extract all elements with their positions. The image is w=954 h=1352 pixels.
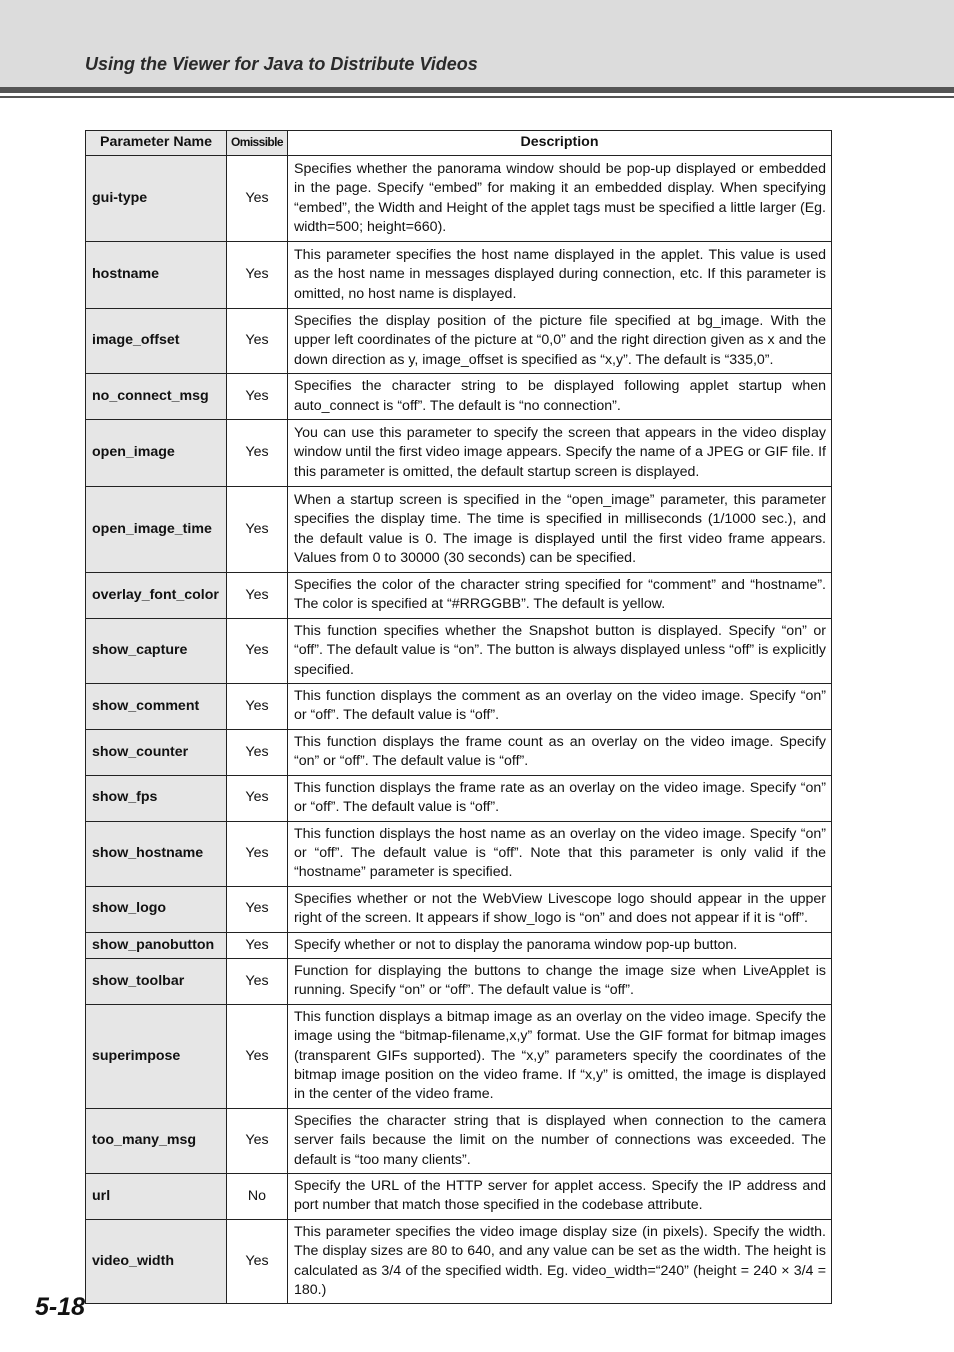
description-cell: This function displays the host name as an overlay on the video image. Specify “on” or “off”. The default value is “off”. Note that this parameter is only valid if the “hostname” parameter is specified. [288,821,832,886]
description-cell: Specifies whether or not the WebView Livescope logo should appear in the upper right of the screen. It appears if show_logo is “on” and does not appear if it is “off”. [288,886,832,932]
omissible-cell: Yes [227,958,288,1004]
table-row [86,729,832,775]
parameter-name-cell: gui-type [86,156,227,242]
omissible-cell: Yes [227,618,288,683]
omissible-cell: Yes [227,684,288,730]
parameter-name-cell: show_hostname [86,821,227,886]
parameter-name-cell: show_panobutton [86,932,227,958]
omissible-cell: Yes [227,156,288,242]
omissible-cell: Yes [227,775,288,821]
description-cell: This function specifies whether the Snapshot button is displayed. Specify “on” or “off”. The default value is “on”. The button is always displayed unless “off” is explicitly specified. [288,618,832,683]
description-cell: Specify whether or not to display the panorama window pop-up button. [288,932,832,958]
description-cell: Specifies the character string that is displayed when connection to the camera server fails because the limit on the number of connections was exceeded. The default is “too many clients”. [288,1108,832,1173]
table-header-row [86,131,832,156]
parameter-name-cell: show_comment [86,684,227,730]
table-row [86,1174,832,1220]
description-cell: When a startup screen is specified in the “open_image” parameter, this parameter specifies the display time. The time is specified in milliseconds (1/1000 sec.), and the default value is 0. The image is displayed until the first video frame appears. Values from 0 to 30000 (30 seconds) can be specified. [288,487,832,573]
description-cell: This function displays the comment as an overlay on the video image. Specify “on” or “off”. The default value is “off”. [288,684,832,730]
omissible-cell: Yes [227,420,288,487]
column-header-description: Description [288,131,832,156]
table-row [86,1219,832,1304]
table-row [86,374,832,420]
description-cell: Function for displaying the buttons to change the image size when LiveApplet is running. Specify “on” or “off”. The default value is “off”. [288,958,832,1004]
parameter-name-cell: show_counter [86,729,227,775]
table-row [86,684,832,730]
description-cell: This function displays the frame rate as an overlay on the video image. Specify “on” or “off”. The default value is “off”. [288,775,832,821]
parameter-table [85,130,832,1304]
omissible-cell: Yes [227,932,288,958]
omissible-cell: Yes [227,374,288,420]
parameter-name-cell: show_logo [86,886,227,932]
description-cell: This function displays the frame count as an overlay on the video image. Specify “on” or “off”. The default value is “off”. [288,729,832,775]
omissible-cell: Yes [227,573,288,619]
description-cell: Specifies whether the panorama window should be pop-up displayed or embedded in the page. Specify “embed” for making it an embedded display. When specifying “embed”, the Width and Height of the applet tags must be specified a little larger (Eg. width=500; height=660). [288,156,832,242]
description-cell: Specifies the color of the character string specified for “comment” and “hostname”. The color is specified at “#RRGGBB”. The default is yellow. [288,573,832,619]
table-row [86,1108,832,1173]
table-row [86,775,832,821]
column-header-parameter-name: Parameter Name [86,131,227,156]
omissible-cell: No [227,1174,288,1220]
section-title: Using the Viewer for Java to Distribute Videos [85,54,478,74]
table-row [86,420,832,487]
description-cell: Specify the URL of the HTTP server for applet access. Specify the IP address and port number that match those specified in the codebase attribute. [288,1174,832,1220]
parameter-name-cell: hostname [86,242,227,309]
omissible-cell: Yes [227,242,288,309]
parameter-name-cell: url [86,1174,227,1220]
omissible-cell: Yes [227,821,288,886]
table-row [86,309,832,374]
parameter-name-cell: too_many_msg [86,1108,227,1173]
parameter-name-cell: show_fps [86,775,227,821]
parameter-name-cell: image_offset [86,309,227,374]
table-row [86,242,832,309]
omissible-cell: Yes [227,1108,288,1173]
header-rule-thick [0,87,954,93]
omissible-cell: Yes [227,729,288,775]
table-row [86,618,832,683]
table-row [86,821,832,886]
omissible-cell: Yes [227,1219,288,1304]
table-row [86,886,832,932]
table-row [86,156,832,242]
description-cell: This parameter specifies the video image display size (in pixels). Specify the width. The display sizes are 80 to 640, and any value can be set as the width. The height is calculated as 3/4 of the specified width. Eg. video_width=“240” (height = 240 × 3/4 = 180.) [288,1219,832,1304]
omissible-cell: Yes [227,886,288,932]
parameter-name-cell: open_image [86,420,227,487]
description-cell: This function displays a bitmap image as an overlay on the video image. Specify the image using the “bitmap-filename,x,y” format. Use the GIF format for bitmap images (transparent GIFs supported). The “x,y” parameters specify the coordinates of the bitmap image position on the video frame. If “x,y” is omitted, the image is displayed in the center of the video frame. [288,1004,832,1108]
omissible-cell: Yes [227,487,288,573]
description-cell: You can use this parameter to specify the screen that appears in the video display window until the first video image appears. Specify the name of a JPEG or GIF file. If this parameter is omitted, the default startup screen is displayed. [288,420,832,487]
header-rule-thin [0,96,954,98]
page-number: 5-18 [35,1293,86,1321]
table-row [86,1004,832,1108]
omissible-cell: Yes [227,1004,288,1108]
column-header-omissible: Omissible [227,131,288,156]
omissible-cell: Yes [227,309,288,374]
parameter-name-cell: open_image_time [86,487,227,573]
table-row [86,958,832,1004]
parameter-name-cell: show_capture [86,618,227,683]
parameter-name-cell: show_toolbar [86,958,227,1004]
parameter-name-cell: no_connect_msg [86,374,227,420]
parameter-name-cell: superimpose [86,1004,227,1108]
table-body [86,156,832,1304]
description-cell: Specifies the display position of the picture file specified at bg_image. With the upper left coordinates of the picture at “0,0” and the right direction given as x and the down direction as y, image_offset is specified as “x,y”. The default is “335,0”. [288,309,832,374]
parameter-name-cell: video_width [86,1219,227,1304]
description-cell: This parameter specifies the host name displayed in the applet. This value is used as the host name in messages displayed during connection, etc. If this parameter is omitted, no host name is displayed. [288,242,832,309]
description-cell: Specifies the character string to be displayed following applet startup when auto_connect is “off”. The default is “no connection”. [288,374,832,420]
parameter-name-cell: overlay_font_color [86,573,227,619]
table-row [86,487,832,573]
table-row [86,932,832,958]
table-row [86,573,832,619]
